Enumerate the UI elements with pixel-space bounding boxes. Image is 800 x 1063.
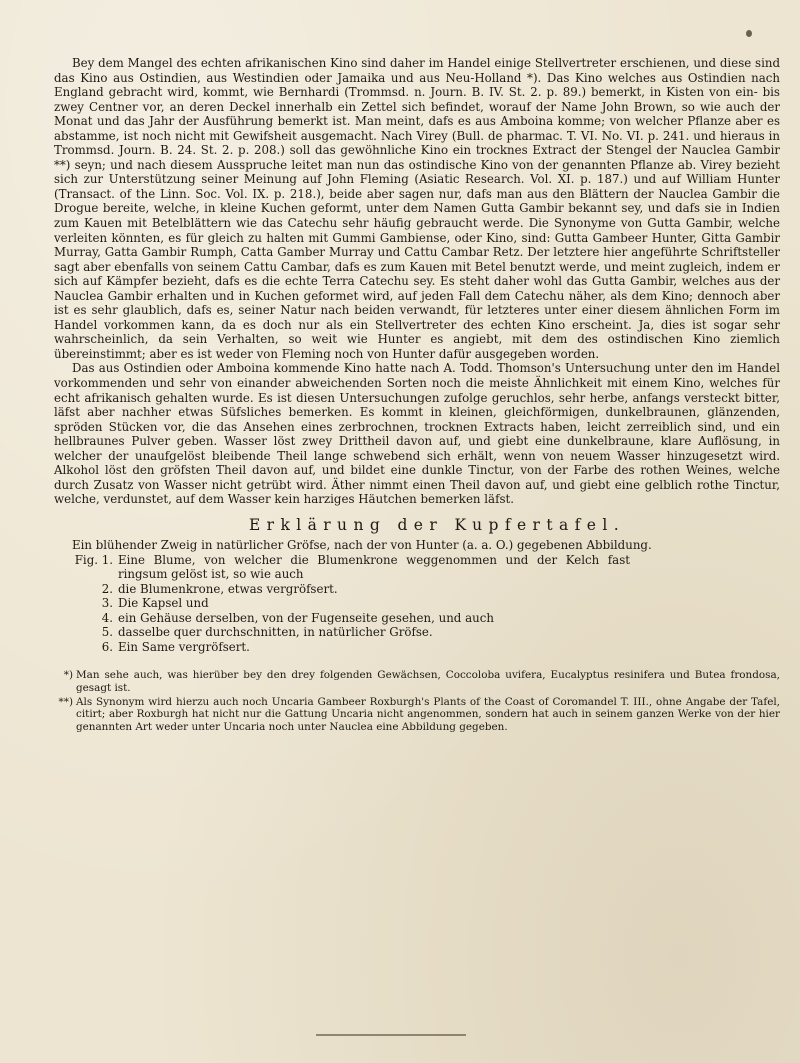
- figure-text: Die Kapsel und: [118, 596, 209, 611]
- figure-item: [54, 553, 780, 582]
- figure-item: [54, 640, 780, 655]
- figure-text: Ein Same vergröfsert.: [118, 639, 250, 654]
- bleed-through-rule: [316, 1034, 466, 1036]
- figure-label: Fig. 1.: [74, 552, 113, 567]
- footnote-mark: **): [58, 695, 73, 708]
- ink-speck: [746, 30, 752, 37]
- figure-text: Eine Blume, von welcher die Blumenkrone weggenommen und der Kelch fast ringsum gelöst ist, so wie auch: [118, 552, 630, 582]
- footnote-text: Als Synonym wird hierzu auch noch Uncaria Gambeer Roxburgh's Plants of the Coast of Coromandel T. III., ohne Angabe der Tafel, citirt; aber Roxburgh hat nicht nur die Gattung Uncaria nicht angenommen, sondern hat auch in seinem ganzen Werke von der hier genannten Art weder unter Uncaria noch unter Nauclea eine Abbildung gegeben.: [76, 695, 780, 733]
- figure-item: [54, 582, 780, 597]
- footnotes: [54, 669, 780, 733]
- figure-item: [54, 611, 780, 626]
- paragraph-kino-properties: Das aus Ostindien oder Amboina kommende Kino hatte nach A. Todd. Thomson's Untersuchung unter den im Handel vorkommenden und sehr von einander abweichenden Sorten noch die meiste Ähnlichkeit mit einem Kino, welches für echt afrikanisch gehalten wurde. Es ist diesen Untersuchungen zufolge geruchlos, sehr herbe, anfangs versteckt bitter, läfst aber nachher etwas Süfsliches bemerken. Es kommt in kleinen, gleichförmigen, dunkelbraunen, glänzenden, spröden Stücken vor, die das Ansehen eines zerbrochnen, trocknen Extracts haben, leicht zerreiblich sind, und ein hellbraunes Pulver geben. Wasser löst zwey Drittheil davon auf, und giebt eine dunkelbraune, klare Auflösung, in welcher der unaufgelöst bleibende Theil lange schwebend sich erhält, wenn von neuem Wasser hinzugesetzt wird. Alkohol löst den gröfsten Theil davon auf, und bildet eine dunkle Tinctur, von der Farbe des rothen Weines, welche durch Zusatz von Wasser nicht getrübt wird. Äther nimmt einen Theil davon auf, und giebt eine gelblich rothe Tinctur, welche, verdunstet, auf dem Wasser kein harziges Häutchen bemerken läfst.: [54, 361, 780, 507]
- figure-text: die Blumenkrone, etwas vergröfsert.: [118, 581, 338, 596]
- figure-item: [54, 625, 780, 640]
- figure-label: 4.: [101, 610, 113, 625]
- footnote: [54, 696, 780, 734]
- figure-label: 3.: [101, 596, 113, 611]
- figure-list: [54, 553, 780, 655]
- figure-text: dasselbe quer durchschnitten, in natürlicher Gröfse.: [118, 625, 433, 640]
- footnote-mark: *): [63, 669, 73, 682]
- figure-label: 5.: [101, 625, 113, 640]
- plate-intro: Ein blühender Zweig in natürlicher Gröfse, nach der von Hunter (a. a. O.) gegebenen Abbildung.: [72, 537, 652, 552]
- figure-text: ein Gehäuse derselben, von der Fugenseite gesehen, und auch: [118, 610, 494, 625]
- plate-explanation-heading: Erklärung der Kupfertafel.: [248, 515, 626, 534]
- figure-item: [54, 596, 780, 611]
- figure-label: 6.: [101, 639, 113, 654]
- footnote-text: Man sehe auch, was hierüber bey den drey folgenden Gewächsen, Coccoloba uvifera, Eucalyptus resinifera und Butea frondosa, gesagt ist.: [76, 669, 780, 694]
- figure-label: 2.: [101, 581, 113, 596]
- plate-explanation: [54, 538, 780, 654]
- footnote: [54, 669, 780, 694]
- paragraph-kino-trade: Bey dem Mangel des echten afrikanischen Kino sind daher im Handel einige Stellvertreter erschienen, und diese sind das Kino aus Ostindien, aus Westindien oder Jamaika und aus Neu-Holland *). Das Kino welches aus Ostindien nach England gebracht wird, kommt, wie Bernhardi (Trommsd. n. Journ. B. IV. St. 2. p. 89.) bemerkt, in Kisten von ein- bis zwey Centner vor, an deren Deckel innerhalb ein Zettel sich befindet, worauf der Name John Brown, so wie auch der Monat und das Jahr der Ausführung bemerkt ist. Man meint, dafs es aus Amboina komme; von welcher Pflanze aber es abstamme, ist noch nicht mit Gewifsheit ausgemacht. Nach Virey (Bull. de pharmac. T. VI. No. VI. p. 241. und hieraus in Trommsd. Journ. B. 24. St. 2. p. 208.) soll das gewöhnliche Kino ein trocknes Extract der Stengel der Nauclea Gambir **) seyn; und nach diesem Ausspruche leitet man nun das ostindische Kino von der genannten Pflanze ab. Virey bezieht sich zur Unterstützung seiner Meinung auf John Fleming (Asiatic Research. Vol. XI. p. 187.) und auf William Hunter (Transact. of the Linn. Soc. Vol. IX. p. 218.), beide aber sagen nur, dafs man aus den Blättern der Nauclea Gambir die Drogue bereite, welche, in kleine Kuchen geformt, unter dem Namen Gutta Gambir bekannt sey, und dafs sie in Indien zum Kauen mit Betelblättern wie das Catechu sehr häufig gebraucht werde. Die Synonyme von Gutta Gambir, welche verleiten könnten, es für gleich zu halten mit Gummi Gambiense, oder Kino, sind: Gutta Gambeer Hunter, Gitta Gambir Murray, Gatta Gambir Rumph, Catta Gamber Murray und Cattu Cambar Retz. Der letztere hier angeführte Schriftsteller sagt aber ebenfalls von seinem Cattu Cambar, dafs es zum Kauen mit Betel benutzt werde, und meint zugleich, indem er sich auf Kämpfer bezieht, dafs es die echte Terra Catechu sey. Es steht daher wohl das Gutta Gambir, welches aus der Nauclea Gambir erhalten und in Kuchen geformet wird, auf jeden Fall dem Catechu näher, als dem Kino; dennoch aber ist es sehr glaublich, dafs es, seiner Natur nach beiden verwandt, für letzteres unter einer diesem ähnlichen Form im Handel vorkommen kann, da es doch nur als ein Stellvertreter des echten Kino erscheint. Ja, dies ist sogar sehr wahrscheinlich, da sein Verhalten, so weit wie Hunter es angiebt, mit dem des ostindischen Kino ziemlich übereinstimmt; aber es ist weder von Fleming noch von Hunter dafür ausgegeben worden.: [54, 56, 780, 361]
- main-text: [54, 56, 780, 507]
